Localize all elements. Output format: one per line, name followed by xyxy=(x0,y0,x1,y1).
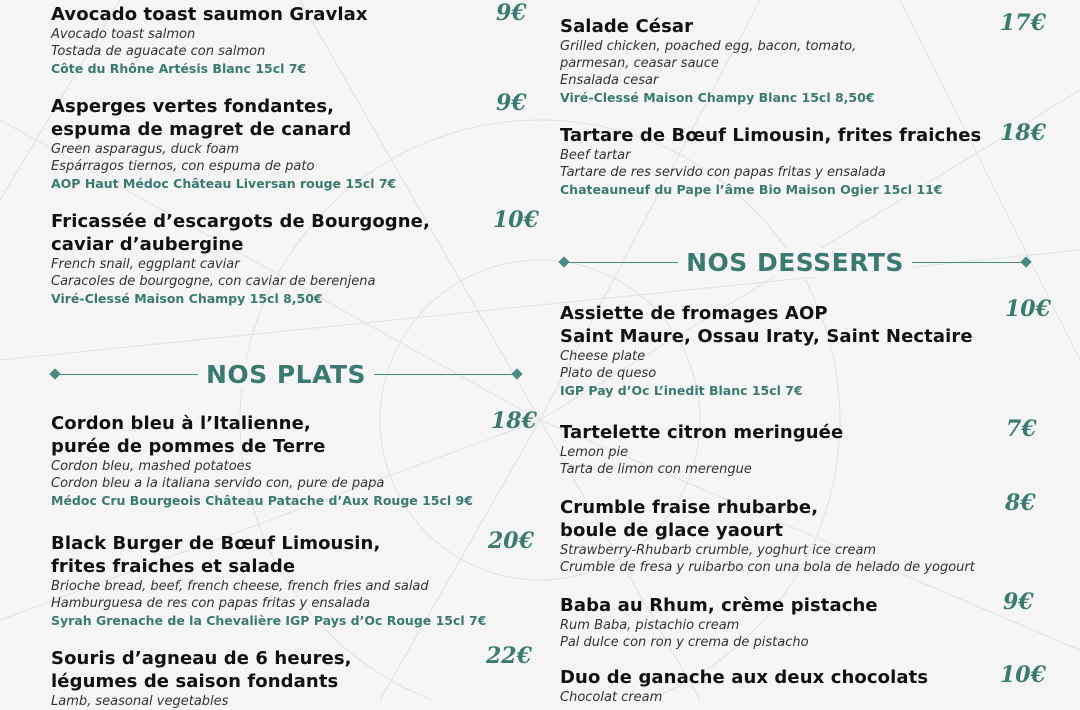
menu-item xyxy=(560,594,1030,651)
section-header-desserts xyxy=(560,248,1030,278)
item-desc-es: Caracoles de bourgogne, con caviar de berenjena xyxy=(51,274,376,289)
item-desc-en: Avocado toast salmon xyxy=(51,27,196,42)
item-wine: IGP Pay d’Oc L’inedit Blanc 15cl 7€ xyxy=(560,383,803,398)
item-price: 20€ xyxy=(488,528,534,554)
menu-item xyxy=(560,666,1030,706)
item-price: 7€ xyxy=(1006,416,1037,442)
item-title: Black Burger de Bœuf Limousin, frites fraiches et salade xyxy=(51,533,381,577)
item-desc-es: Plato de queso xyxy=(560,366,657,381)
section-title: NOS DESSERTS xyxy=(560,248,1030,278)
item-desc-en: Lemon pie xyxy=(560,445,629,460)
item-desc-en: Green asparagus, duck foam xyxy=(51,142,240,157)
item-price: 9€ xyxy=(496,0,527,26)
item-title: Baba au Rhum, crème pistache xyxy=(560,595,878,616)
menu-item xyxy=(51,532,521,629)
menu-item xyxy=(560,124,1030,198)
item-price: 22€ xyxy=(486,643,532,669)
item-desc-es: Espárragos tiernos, con espuma de pato xyxy=(51,159,315,174)
item-title: Fricassée d’escargots de Bourgogne, caviar d’aubergine xyxy=(51,211,430,255)
item-title: Cordon bleu à l’Italienne, purée de pommes de Terre xyxy=(51,413,326,457)
item-title: Asperges vertes fondantes, espuma de magret de canard xyxy=(51,96,352,140)
item-desc-en: Rum Baba, pistachio cream xyxy=(560,618,740,633)
item-wine: AOP Haut Médoc Château Liversan rouge 15cl 7€ xyxy=(51,176,397,191)
menu-item xyxy=(560,302,1030,399)
item-price: 9€ xyxy=(496,90,527,116)
item-desc-es: Tartare de res servido con papas fritas y ensalada xyxy=(560,165,886,180)
item-desc-es: Cordon bleu a la italiana servido con, pure de papa xyxy=(51,476,385,491)
item-wine: Côte du Rhône Artésis Blanc 15cl 7€ xyxy=(51,61,307,76)
item-wine: Médoc Cru Bourgeois Château Patache d’Aux Rouge 15cl 9€ xyxy=(51,493,473,508)
item-desc-es: Tarta de limon con merengue xyxy=(560,462,752,477)
item-title: Avocado toast saumon Gravlax xyxy=(51,4,368,25)
section-title: NOS PLATS xyxy=(51,360,521,390)
item-title: Duo de ganache aux deux chocolats xyxy=(560,667,929,688)
item-desc-es: Pal dulce con ron y crema de pistacho xyxy=(560,635,809,650)
menu-item xyxy=(51,210,521,307)
item-wine: Viré-Clessé Maison Champy 15cl 8,50€ xyxy=(51,291,323,306)
item-desc-en: Grilled chicken, poached egg, bacon, tomato, xyxy=(560,39,857,54)
item-title: Tartelette citron meringuée xyxy=(560,422,844,443)
section-header-plats xyxy=(51,360,521,390)
item-wine: Syrah Grenache de la Chevalière IGP Pays d’Oc Rouge 15cl 7€ xyxy=(51,613,487,628)
item-price: 17€ xyxy=(1000,10,1046,36)
item-desc-en-cont: parmesan, ceasar sauce xyxy=(560,56,719,71)
item-price: 10€ xyxy=(493,207,539,233)
menu-item xyxy=(560,15,1030,106)
menu-item xyxy=(51,647,521,710)
item-wine: Chateauneuf du Pape l’âme Bio Maison Ogier 15cl 11€ xyxy=(560,182,943,197)
item-desc-en: Chocolat cream xyxy=(560,690,663,705)
item-title: Crumble fraise rhubarbe, boule de glace yaourt xyxy=(560,497,819,541)
menu-item xyxy=(560,496,1030,576)
menu-item xyxy=(560,421,1030,478)
item-desc-en: Cordon bleu, mashed potatoes xyxy=(51,459,252,474)
item-wine: Viré-Clessé Maison Champy Blanc 15cl 8,50€ xyxy=(560,90,875,105)
item-title: Salade César xyxy=(560,16,694,37)
item-title: Souris d’agneau de 6 heures, légumes de saison fondants xyxy=(51,648,352,692)
item-title: Tartare de Bœuf Limousin, frites fraiches xyxy=(560,125,982,146)
item-desc-es: Tostada de aguacate con salmon xyxy=(51,44,266,59)
item-desc-en: Lamb, seasonal vegetables xyxy=(51,694,229,709)
item-price: 10€ xyxy=(1000,662,1046,688)
item-price: 18€ xyxy=(491,408,537,434)
menu-item xyxy=(51,412,521,509)
item-price: 10€ xyxy=(1005,296,1051,322)
item-desc-en: Beef tartar xyxy=(560,148,631,163)
menu-item xyxy=(51,3,521,77)
item-title: Assiette de fromages AOP Saint Maure, Ossau Iraty, Saint Nectaire xyxy=(560,303,973,347)
item-desc-es: Ensalada cesar xyxy=(560,73,659,88)
item-desc-es: Hamburguesa de res con papas fritas y ensalada xyxy=(51,596,371,611)
item-price: 8€ xyxy=(1005,490,1036,516)
item-price: 18€ xyxy=(1000,120,1046,146)
item-desc-en: Strawberry-Rhubarb crumble, yoghurt ice cream xyxy=(560,543,877,558)
item-desc-en: French snail, eggplant caviar xyxy=(51,257,240,272)
item-desc-es: Crumble de fresa y ruibarbo con una bola de helado de yogourt xyxy=(560,560,975,575)
item-price: 9€ xyxy=(1003,589,1034,615)
menu-item xyxy=(51,95,521,192)
item-desc-en: Cheese plate xyxy=(560,349,646,364)
item-desc-en: Brioche bread, beef, french cheese, french fries and salad xyxy=(51,579,429,594)
